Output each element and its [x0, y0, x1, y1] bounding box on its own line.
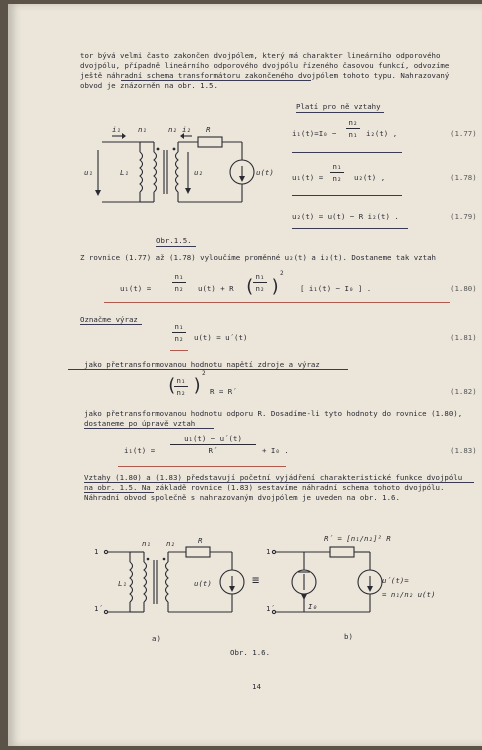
eq80-paren-close: ) [270, 276, 281, 297]
figure-1-6b-circuit [270, 542, 390, 617]
plati-underline [296, 112, 384, 113]
jako2-line-2: dostaneme po úpravě vztah [84, 419, 196, 428]
fig16a-R: R [198, 536, 203, 545]
fig16-caption: Obr. 1.6. [230, 648, 271, 657]
fig16b-Rprime: R´ = [n₁/n₂]² R [324, 534, 391, 543]
fig15-n1: n₁ [138, 125, 147, 134]
eq82-den: n₂ [176, 388, 186, 397]
eq83-rhs: + I₀ . [262, 446, 289, 455]
eq78-den: n₂ [332, 174, 342, 183]
eq78-num: n₁ [332, 162, 342, 171]
intro-line-2: dvojpólu, případně lineárního odporového dvojpólu řízeného časovou funkcí, odvozíme [80, 61, 450, 70]
fig15-R: R [206, 125, 211, 134]
eq80-rhs: [ i₁(t) − I₀ ] . [300, 284, 372, 293]
eq77-frac [346, 118, 360, 139]
jako2-line-1: jako přetransformovanou hodnotu odporu R. Dosadíme-li tyto hodnoty do rovnice (1.80), [84, 409, 463, 418]
fig16b-uprime1: u´(t)= [382, 576, 409, 585]
eq83-den: R´ [208, 446, 218, 455]
vztahy-line-1: Vztahy (1.80) a (1.83) představují početní vyjádření charakteristické funkce dvojpólu [84, 473, 463, 482]
eq82-exp: 2 [202, 370, 206, 377]
vztahy-line-3: Náhradní obvod společně s nahrazovaným dvojpólem je uveden na obr. 1.6. [84, 493, 400, 502]
eq80-den2: n₂ [255, 284, 265, 293]
oznacme-line: Označme výraz [80, 315, 138, 324]
eq80-den1: n₂ [174, 284, 184, 293]
eq81-red-underline [170, 350, 188, 351]
eq79-underline [292, 228, 408, 229]
eq80-exp: 2 [280, 270, 284, 277]
eq81-label: (1.81) [450, 333, 477, 342]
plati-label: Platí pro ně vztahy [296, 102, 381, 111]
eq83-lhs: i₁(t) = [124, 446, 156, 455]
fig16a-ut: u(t) [194, 579, 212, 588]
fig16a-one: 1 [94, 547, 99, 556]
fig16b-one: 1 [266, 547, 271, 556]
document-page [8, 4, 482, 746]
eq83-label: (1.83) [450, 446, 477, 455]
eq80-frac1 [172, 272, 186, 293]
eq78-rhs: u₂(t) , [354, 173, 386, 182]
eq77-lhs: i₁(t)=I₀ − [292, 129, 337, 138]
jako2-underline [84, 428, 214, 429]
eq78-frac [330, 162, 344, 183]
fig16b-one-prime: 1´ [266, 604, 275, 613]
eq81-num: n₁ [174, 322, 184, 331]
eq83-num: u₁(t) − u´(t) [184, 434, 242, 443]
fig16-equiv-sign: ≡ [252, 573, 260, 587]
eq80-red-underline [104, 302, 450, 303]
eq80-num2: n₁ [255, 272, 265, 281]
z-rovnice-line: Z rovnice (1.77) až (1.78) vyloučíme proměnné u₂(t) a i₂(t). Dostaneme tak vztah [80, 253, 436, 262]
fig16b-uprime2: = n₁/n₂ u(t) [382, 590, 436, 599]
eq77-rhs: i₂(t) , [366, 129, 398, 138]
caption-underline [156, 246, 196, 247]
intro-line-1: tor bývá velmi často zakončen dvojpólem, který má charakter lineárního odporového [80, 51, 441, 60]
fig15-u2: u₂ [194, 168, 203, 177]
eq80-num1: n₁ [174, 272, 184, 281]
fig15-i1: i₁ [112, 125, 121, 134]
eq77-num: n₂ [348, 118, 358, 127]
eq80-mid: u(t) + R [198, 284, 234, 293]
eq80-lhs: u₁(t) = [120, 284, 152, 293]
eq82-num: n₁ [176, 376, 186, 385]
eq77-underline [292, 152, 402, 153]
eq79-label: (1.79) [450, 212, 477, 221]
fig15-n2: n₂ [168, 125, 177, 134]
vztahy-line-2: na obr. 1.5. Na základě rovnice (1.83) sestavíme náhradní schema tohoto dvojpólu. [84, 483, 445, 492]
fig16a-n2: n₂ [166, 539, 175, 548]
eq77-label: (1.77) [450, 129, 477, 138]
fig16a-L1: L₁ [118, 579, 127, 588]
fig15-u1: u₁ [84, 168, 93, 177]
fig15-L1: L₁ [120, 168, 129, 177]
eq82-rhs: R = R´ [210, 387, 237, 396]
eq80-paren-open: ( [244, 276, 255, 297]
eq78-lhs: u₁(t) = [292, 173, 324, 182]
eq79-text: u₂(t) = u(t) − R i₂(t) . [292, 212, 399, 221]
oznacme-underline [80, 324, 142, 325]
eq81-rhs: u(t) = u´(t) [194, 333, 248, 342]
eq82-paren-close: ) [192, 375, 203, 396]
eq80-label: (1.80) [450, 284, 477, 293]
eq82-paren-open: ( [166, 375, 177, 396]
eq78-underline [292, 195, 402, 196]
fig16a-n1: n₁ [142, 539, 151, 548]
eq78-label: (1.78) [450, 173, 477, 182]
jako-line-1: jako přetransformovanou hodnotu napětí zdroje a výraz [84, 360, 320, 369]
eq80-frac2 [253, 272, 267, 293]
fig15-ut: u(t) [256, 168, 274, 177]
vztahy-underline-1 [84, 482, 474, 483]
intro-line-4: obvod je znázorněn na obr. 1.5. [80, 81, 218, 90]
fig16a-one-prime: 1´ [94, 604, 103, 613]
figure-1-5-circuit [80, 122, 280, 217]
fig16b-I0: I₀ [308, 602, 317, 611]
fig15-caption: Obr.1.5. [156, 236, 192, 245]
eq82-frac [174, 376, 188, 397]
fig16-b-label: b) [344, 632, 353, 641]
underline [121, 80, 311, 81]
eq83-frac [170, 434, 256, 455]
eq81-frac [172, 322, 186, 343]
intro-line-3: ještě náhradní schema transformátoru zakončeného dvojpólem tohoto typu. Nahrazovaný [80, 71, 450, 80]
fig16-a-label: a) [152, 634, 161, 643]
eq83-red-underline [118, 466, 286, 467]
jako1-underline [68, 369, 348, 370]
page-number: 14 [252, 682, 261, 691]
eq82-label: (1.82) [450, 387, 477, 396]
eq81-den: n₂ [174, 334, 184, 343]
fig15-i2: i₂ [182, 125, 191, 134]
eq77-den: n₁ [348, 130, 358, 139]
vztahy-underline-2 [84, 492, 154, 493]
